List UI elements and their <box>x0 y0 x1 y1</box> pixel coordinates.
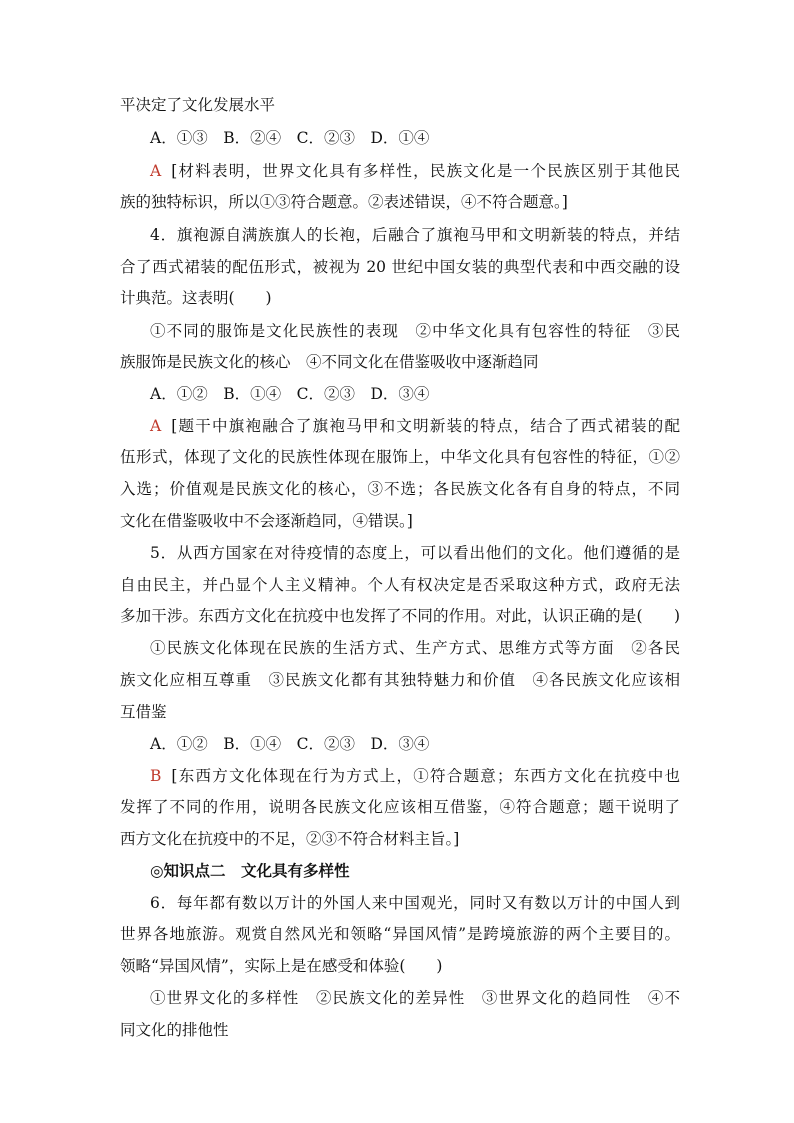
text-line: 世界各地旅游。观赏自然风光和领略“异国风情”是跨境旅游的两个主要目的。 <box>120 925 680 943</box>
text-line: 计典范。这表明( ) <box>120 289 272 307</box>
answer-letter: A <box>150 417 162 435</box>
options-line: A．①② B．①④ C．②③ D．③④ <box>150 735 430 753</box>
text-line: 文化在借鉴吸收中不会逐渐趋同，④错误。] <box>120 512 413 530</box>
question-4-stem: 4．旗袍源自满族旗人的长袍，后融合了旗袍马甲和文明新装的特点，并结 <box>150 226 680 244</box>
text-line: 发挥了不同的作用，说明各民族文化应该相互借鉴，④符合题意；题干说明了 <box>120 798 680 816</box>
answer-explanation <box>150 161 680 181</box>
text-line: 多加干涉。东西方文化在抗疫中也发挥了不同的作用。对此，认识正确的是( ) <box>120 607 680 625</box>
text-line: 伍形式，体现了文化的民族性体现在服饰上，中华文化具有包容性的特征，①② <box>120 448 680 466</box>
choices-line: 互借鉴 <box>120 703 167 721</box>
text-line: 入选；价值观是民族文化的核心，③不选；各民族文化各有自身的特点，不同 <box>120 480 680 498</box>
text-line: 领略“异国风情”，实际上是在感受和体验( ) <box>120 957 443 975</box>
section-heading: ◎知识点二 文化具有多样性 <box>150 861 350 880</box>
text-line: 自由民主，并凸显个人主义精神。个人有权决定是否采取这种方式，政府无法 <box>120 576 680 594</box>
text-line: 平决定了文化发展水平 <box>120 96 276 114</box>
text-line: 西方文化在抗疫中的不足，②③不符合材料主旨。] <box>120 830 460 848</box>
question-5-stem: 5．从西方国家在对待疫情的态度上，可以看出他们的文化。他们遵循的是 <box>150 544 680 562</box>
answer-text: [题干中旗袍融合了旗袍马甲和文明新装的特点，结合了西式裙装的配 <box>171 417 680 435</box>
answer-letter: A <box>150 162 162 180</box>
choices-line: 族文化应相互尊重 ③民族文化都有其独特魅力和价值 ④各民族文化应该相 <box>120 671 680 689</box>
answer-text: [材料表明，世界文化具有多样性，民族文化是一个民族区别于其他民 <box>171 162 680 180</box>
answer-explanation <box>150 766 680 786</box>
text-line: 族的独特标识，所以①③符合题意。②表述错误，④不符合题意。] <box>120 193 568 211</box>
text-line: 合了西式裙装的配伍形式，被视为 20 世纪中国女装的典型代表和中西交融的设 <box>120 258 680 276</box>
options-line: A．①③ B．②④ C．②③ D．①④ <box>150 129 430 147</box>
answer-text: [东西方文化体现在行为方式上，①符合题意；东西方文化在抗疫中也 <box>171 767 680 785</box>
choices-line: 同文化的排他性 <box>120 1021 229 1039</box>
choices-line: ①民族文化体现在民族的生活方式、生产方式、思维方式等方面 ②各民 <box>150 639 680 657</box>
answer-letter: B <box>150 767 162 785</box>
choices-line: 族服饰是民族文化的核心 ④不同文化在借鉴吸收中逐渐趋同 <box>120 353 539 371</box>
choices-line: ①世界文化的多样性 ②民族文化的差异性 ③世界文化的趋同性 ④不 <box>150 989 680 1007</box>
options-line: A．①② B．①④ C．②③ D．③④ <box>150 385 430 403</box>
choices-line: ①不同的服饰是文化民族性的表现 ②中华文化具有包容性的特征 ③民 <box>150 322 680 340</box>
answer-explanation <box>150 416 680 436</box>
question-6-stem: 6．每年都有数以万计的外国人来中国观光，同时又有数以万计的中国人到 <box>150 894 680 912</box>
